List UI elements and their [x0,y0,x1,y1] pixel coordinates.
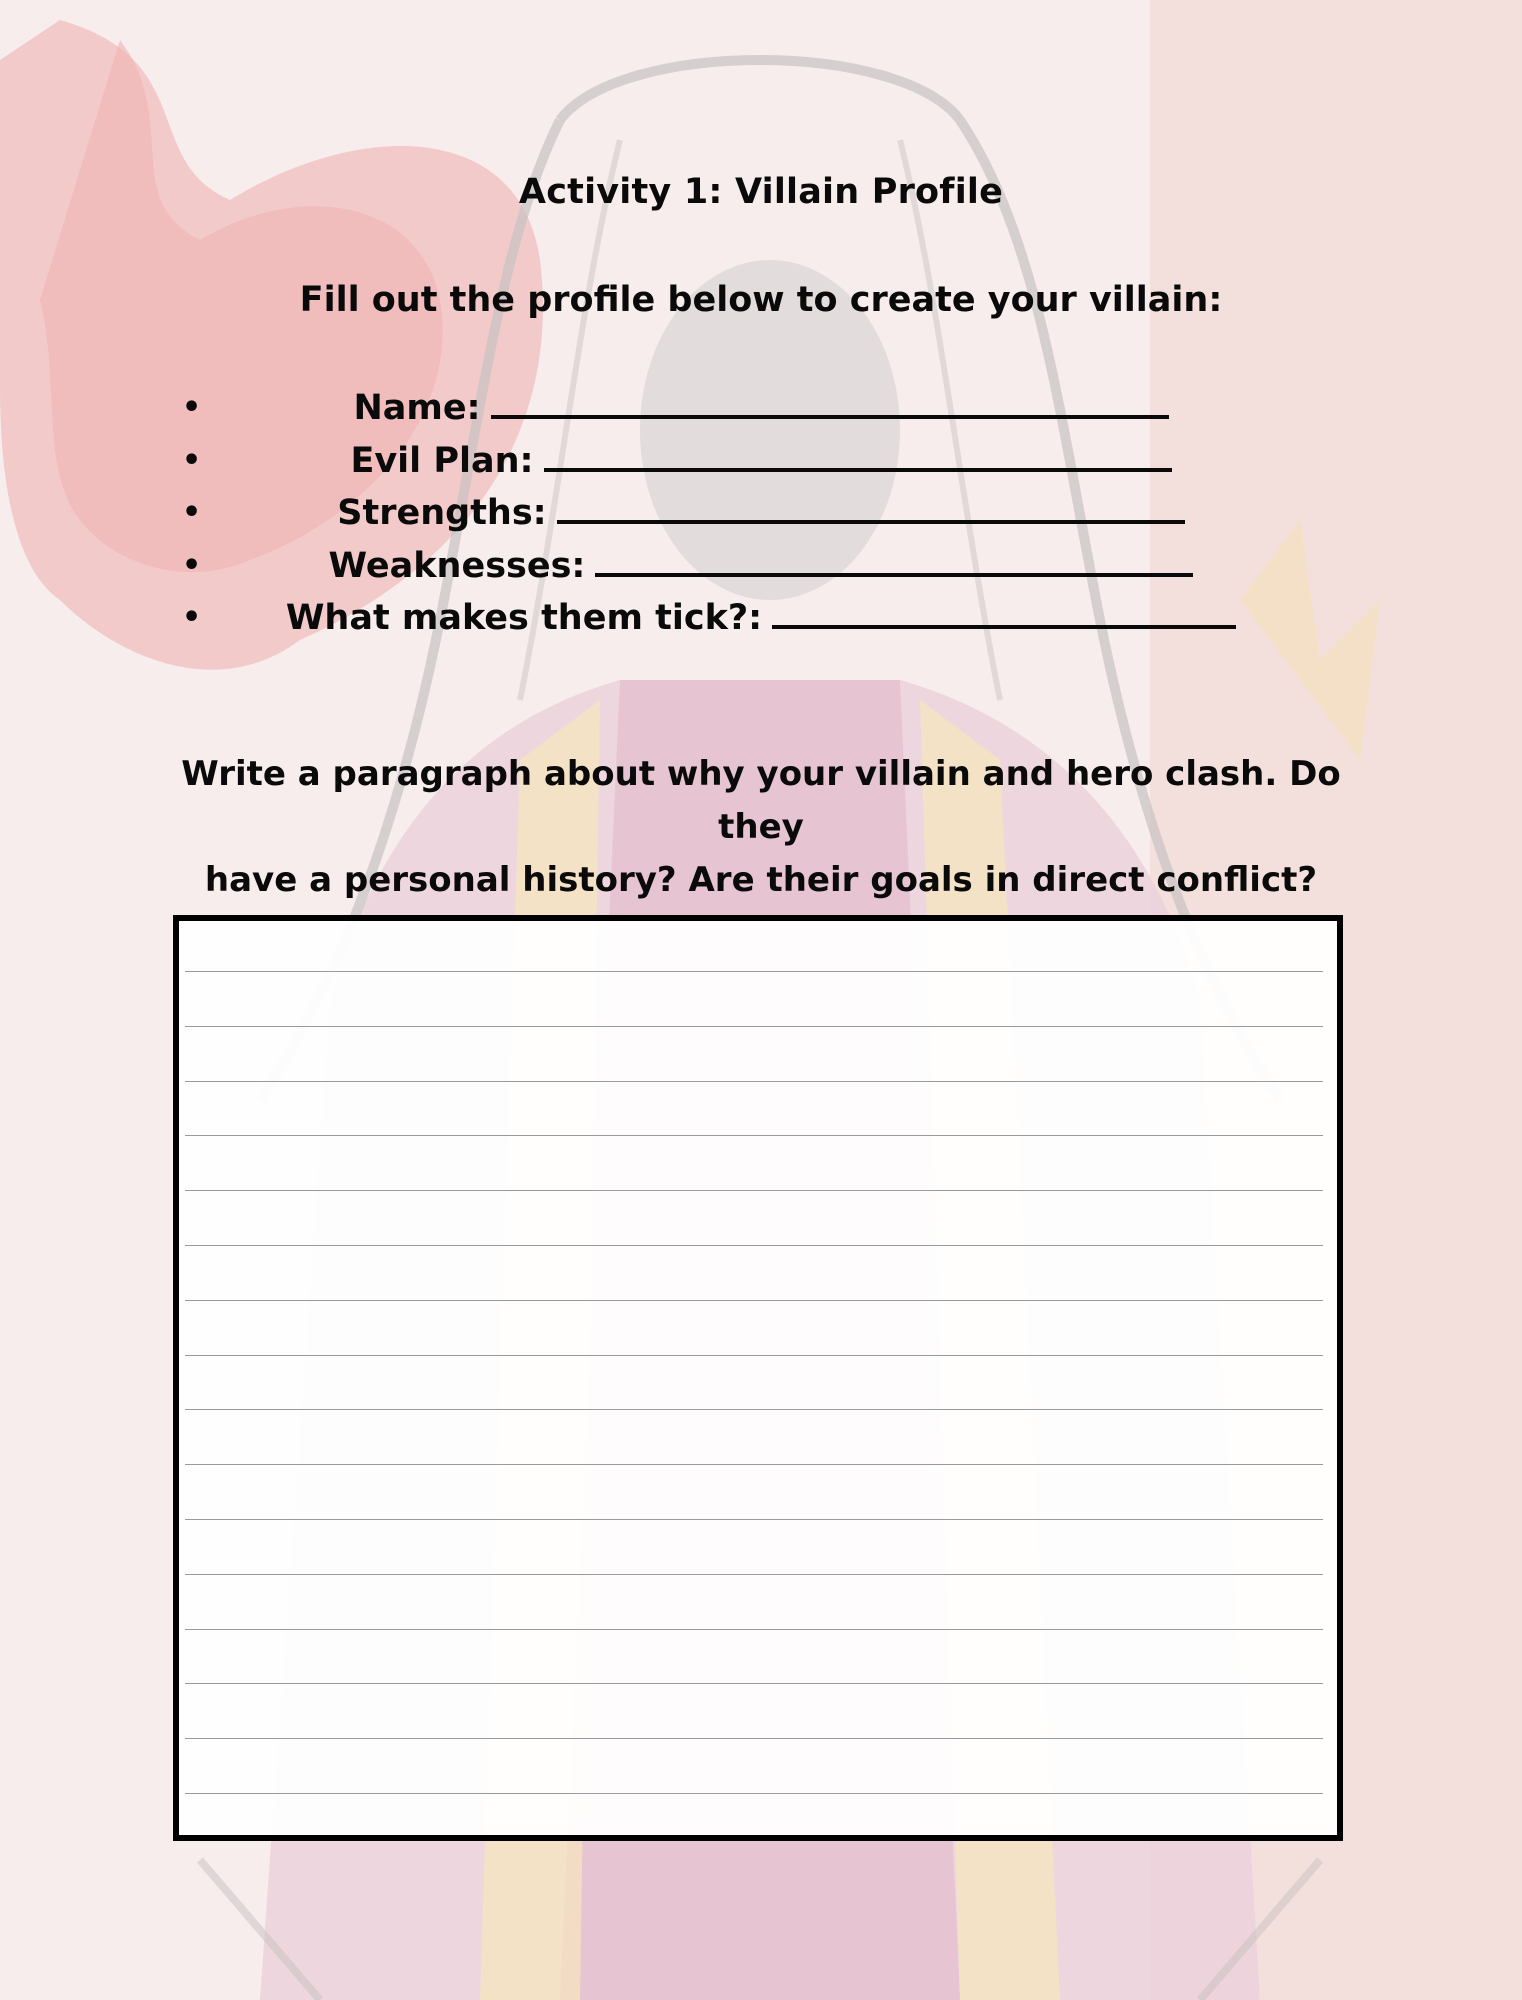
ruled-line [185,1464,1323,1465]
weaknesses-blank-line[interactable] [595,543,1193,577]
profile-field-what-makes-them-tick [0,592,1522,645]
field-label: Strengths: [337,493,547,533]
field-label: What makes them tick?: [285,598,763,638]
paragraph-writing-box[interactable] [173,915,1343,1841]
ruled-line [185,1738,1323,1739]
ruled-line [185,1793,1323,1794]
ruled-line [185,1081,1323,1082]
bullet-icon: • [182,390,202,425]
ruled-line [185,1190,1323,1191]
ruled-line [185,1409,1323,1410]
profile-field-strengths [0,487,1522,540]
field-label: Weaknesses: [328,545,586,586]
ruled-line [185,1519,1323,1520]
ruled-line [185,1629,1323,1630]
field-label: Name: [353,388,481,428]
profile-field-name [0,382,1522,435]
ruled-line [185,1574,1323,1575]
strengths-blank-line[interactable] [557,490,1185,524]
field-label: Evil Plan: [350,440,534,481]
name-blank-line[interactable] [491,385,1169,419]
bullet-icon: • [182,600,202,635]
evil-plan-blank-line[interactable] [544,438,1172,472]
bullet-icon: • [182,442,202,478]
ruled-line [185,1300,1323,1301]
worksheet-title: Activity 1: Villain Profile [518,172,1004,212]
ruled-line [185,1245,1323,1246]
prompt-line-1: Write a paragraph about why your villain and hero clash. Do they [181,754,1341,847]
ruled-line [185,1683,1323,1684]
ruled-line [185,1026,1323,1027]
profile-field-evil-plan [0,435,1522,488]
ruled-line [185,1355,1323,1356]
prompt-line-2: have a personal history? Are their goals in direct conflict? [204,860,1318,900]
bullet-icon: • [182,495,202,530]
worksheet-instruction: Fill out the profile below to create your villain: [299,280,1223,320]
ruled-line [185,1135,1323,1136]
bullet-icon: • [182,547,202,583]
what-makes-them-tick-blank-line[interactable] [772,595,1236,629]
ruled-line [185,971,1323,972]
paragraph-prompt [150,748,1372,907]
profile-field-weaknesses [0,540,1522,593]
profile-field-list [0,382,1522,645]
